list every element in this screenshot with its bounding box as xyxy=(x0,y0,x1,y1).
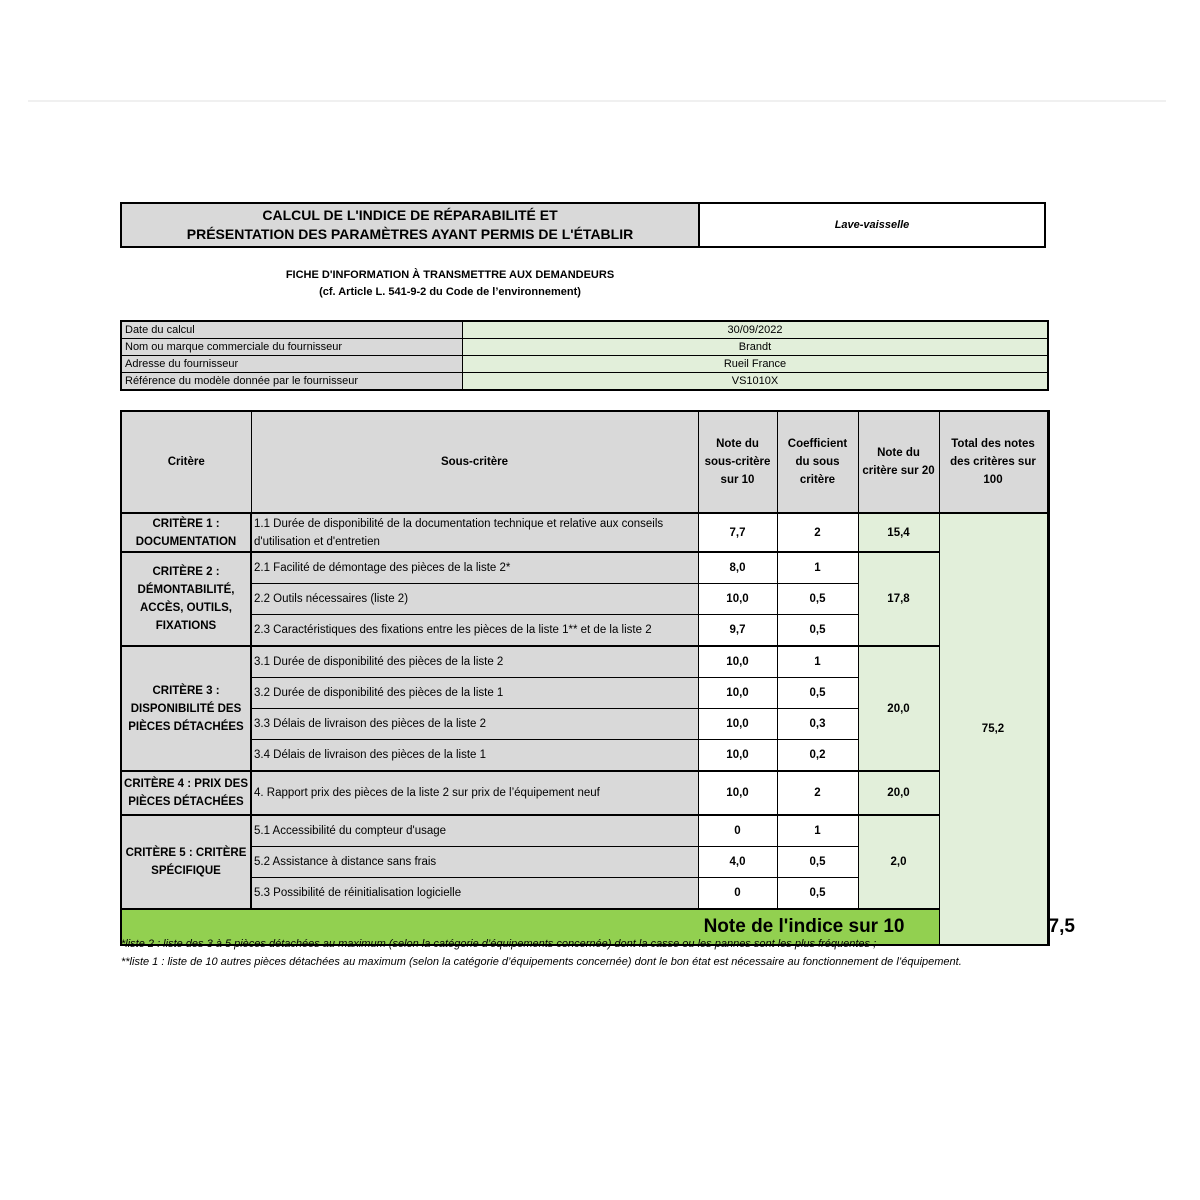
criterion-note: 17,8 xyxy=(858,552,939,646)
subtitle-line-1: FICHE D'INFORMATION À TRANSMETTRE AUX DEMANDEURS xyxy=(285,269,615,281)
subtitle xyxy=(120,267,780,301)
sub-criterion-note: 10,0 xyxy=(698,771,777,815)
header-total: Total des notes des critères sur 100 xyxy=(939,411,1047,513)
criterion-note: 20,0 xyxy=(858,771,939,815)
sub-criterion-label: 3.1 Durée de disponibilité des pièces de la liste 2 xyxy=(251,646,698,678)
title-line-2: PRÉSENTATION DES PARAMÈTRES AYANT PERMIS DE L'ÉTABLIR xyxy=(186,226,634,242)
final-score-value: 7,5 xyxy=(1047,909,1049,945)
sub-criterion-coef: 0,5 xyxy=(777,878,858,910)
sub-criterion-coef: 0,5 xyxy=(777,584,858,615)
sub-criterion-note: 0 xyxy=(698,878,777,910)
header-note-sous-critere: Note du sous-critère sur 10 xyxy=(698,411,777,513)
criterion-name: CRITÈRE 4 : PRIX DES PIÈCES DÉTACHÉES xyxy=(121,771,251,815)
criterion-note: 2,0 xyxy=(858,815,939,909)
info-label: Date du calcul xyxy=(121,321,463,339)
footnotes xyxy=(121,936,1031,971)
total-score: 75,2 xyxy=(939,513,1047,945)
sub-criterion-label: 5.3 Possibilité de réinitialisation logicielle xyxy=(251,878,698,910)
sub-criterion-note: 10,0 xyxy=(698,678,777,709)
sub-criterion-note: 10,0 xyxy=(698,740,777,772)
header-coefficient: Coefficient du sous critère xyxy=(777,411,858,513)
table-row xyxy=(121,771,1049,815)
sub-criterion-label: 3.2 Durée de disponibilité des pièces de la liste 1 xyxy=(251,678,698,709)
sub-criterion-note: 4,0 xyxy=(698,847,777,878)
page-top-divider xyxy=(28,100,1166,102)
header-critere: Critère xyxy=(121,411,251,513)
criteria-table xyxy=(120,410,1075,946)
table-row xyxy=(121,646,1049,678)
product-type: Lave-vaisselle xyxy=(834,219,910,231)
sub-criterion-label: 4. Rapport prix des pièces de la liste 2 sur prix de l’équipement neuf xyxy=(251,771,698,815)
sub-criterion-label: 2.1 Facilité de démontage des pièces de la liste 2* xyxy=(251,552,698,584)
title-line-1: CALCUL DE L'INDICE DE RÉPARABILITÉ ET xyxy=(262,207,558,223)
sub-criterion-coef: 0,5 xyxy=(777,678,858,709)
info-value: Rueil France xyxy=(463,356,1049,373)
info-label: Adresse du fournisseur xyxy=(121,356,463,373)
subtitle-line-2: (cf. Article L. 541-9-2 du Code de l’environnement) xyxy=(319,286,581,298)
criterion-note: 20,0 xyxy=(858,646,939,771)
sub-criterion-coef: 1 xyxy=(777,552,858,584)
table-row xyxy=(121,552,1049,584)
criterion-note: 15,4 xyxy=(858,513,939,552)
sub-criterion-note: 10,0 xyxy=(698,646,777,678)
sub-criterion-note: 10,0 xyxy=(698,584,777,615)
info-value: VS1010X xyxy=(463,373,1049,391)
sub-criterion-note: 10,0 xyxy=(698,709,777,740)
info-table xyxy=(120,320,1049,391)
sub-criterion-note: 7,7 xyxy=(698,513,777,552)
sub-criterion-coef: 0,2 xyxy=(777,740,858,772)
sub-criterion-note: 0 xyxy=(698,815,777,847)
sub-criterion-label: 5.2 Assistance à distance sans frais xyxy=(251,847,698,878)
info-value: Brandt xyxy=(463,339,1049,356)
title-box xyxy=(120,202,1046,248)
sub-criterion-label: 2.3 Caractéristiques des fixations entre les pièces de la liste 1** et de la liste 2 xyxy=(251,615,698,647)
sub-criterion-coef: 1 xyxy=(777,815,858,847)
document-title xyxy=(122,204,700,246)
info-label: Référence du modèle donnée par le fournisseur xyxy=(121,373,463,391)
footnote-list-1: **liste 1 : liste de 10 autres pièces détachées au maximum (selon la catégorie d’équipements concernée) dont le bon état est nécessaire au fonctionnement de l’équipement. xyxy=(121,955,962,968)
sub-criterion-note: 8,0 xyxy=(698,552,777,584)
footnote-list-2: *liste 2 : liste des 3 à 5 pièces détachées au maximum (selon la catégorie d’équipements concernée) dont la casse ou les pannes sont les plus fréquentes ; xyxy=(121,938,877,950)
sub-criterion-note: 9,7 xyxy=(698,615,777,647)
header-sous-critere: Sous-critère xyxy=(251,411,698,513)
criterion-name: CRITÈRE 3 : DISPONIBILITÉ DES PIÈCES DÉTACHÉES xyxy=(121,646,251,771)
criterion-name: CRITÈRE 2 : DÉMONTABILITÉ, ACCÈS, OUTILS, FIXATIONS xyxy=(121,552,251,646)
sub-criterion-coef: 2 xyxy=(777,513,858,552)
info-value: 30/09/2022 xyxy=(463,321,1049,339)
info-row xyxy=(121,356,1048,373)
info-row xyxy=(121,373,1048,391)
sub-criterion-coef: 0,5 xyxy=(777,615,858,647)
sub-criterion-label: 1.1 Durée de disponibilité de la documentation technique et relative aux conseils d'utilisation et d'entretien xyxy=(251,513,698,552)
info-row xyxy=(121,321,1048,339)
criterion-name: CRITÈRE 5 : CRITÈRE SPÉCIFIQUE xyxy=(121,815,251,909)
sub-criterion-coef: 0,3 xyxy=(777,709,858,740)
table-row xyxy=(121,513,1049,552)
info-row xyxy=(121,339,1048,356)
sub-criterion-coef: 0,5 xyxy=(777,847,858,878)
header-note-critere: Note du critère sur 20 xyxy=(858,411,939,513)
final-score-label: Note de l'indice sur 10 xyxy=(121,909,939,945)
sub-criterion-label: 3.3 Délais de livraison des pièces de la liste 2 xyxy=(251,709,698,740)
criterion-name: CRITÈRE 1 : DOCUMENTATION xyxy=(121,513,251,552)
sub-criterion-coef: 1 xyxy=(777,646,858,678)
sub-criterion-label: 3.4 Délais de livraison des pièces de la liste 1 xyxy=(251,740,698,772)
info-label: Nom ou marque commerciale du fournisseur xyxy=(121,339,463,356)
sub-criterion-coef: 2 xyxy=(777,771,858,815)
table-row xyxy=(121,815,1049,847)
sub-criterion-label: 5.1 Accessibilité du compteur d'usage xyxy=(251,815,698,847)
header-row xyxy=(121,411,1049,513)
sub-criterion-label: 2.2 Outils nécessaires (liste 2) xyxy=(251,584,698,615)
